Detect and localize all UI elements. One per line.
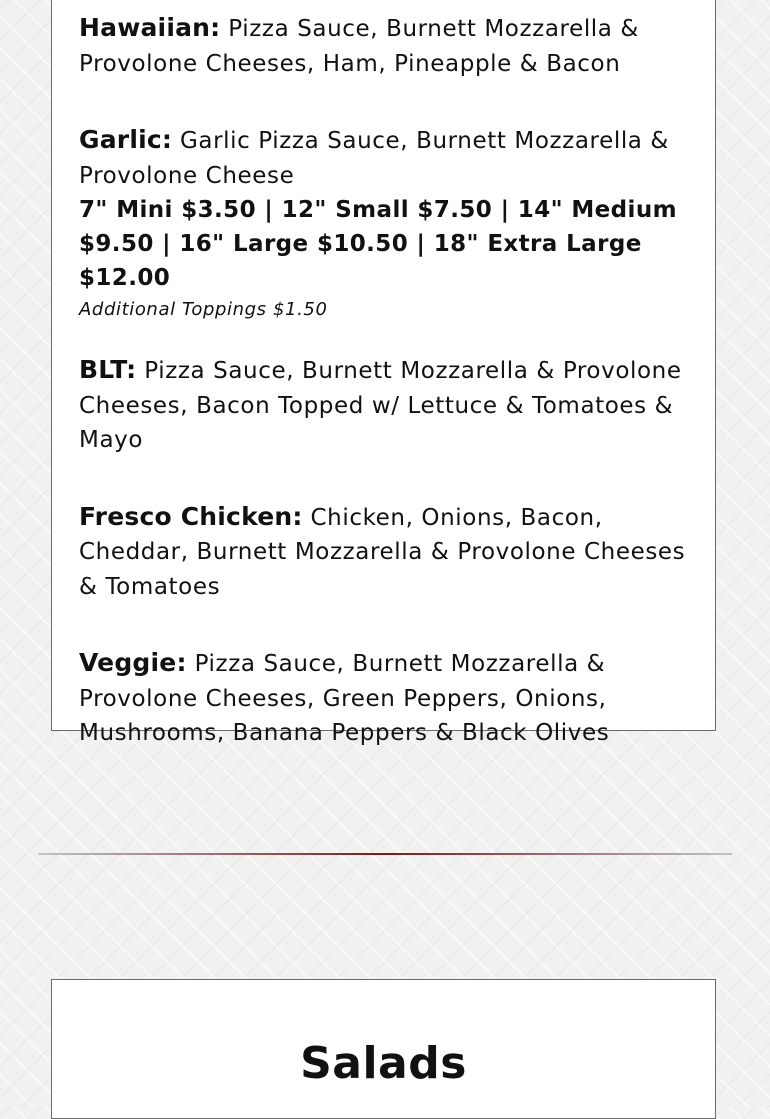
menu-item-description: Pizza Sauce, Burnett Mozzarella & Provolone Cheeses, Green Peppers, Onions, Mushrooms, Banana Peppers & Black Olives: [79, 651, 610, 746]
menu-item-description: Garlic Pizza Sauce, Burnett Mozzarella & Provolone Cheese: [79, 128, 669, 189]
menu-item-name: Veggie:: [79, 648, 187, 677]
menu-item-blt: [79, 353, 687, 458]
menu-item-description: Pizza Sauce, Burnett Mozzarella & Provolone Cheeses, Ham, Pineapple & Bacon: [79, 16, 639, 77]
menu-item-name: Garlic:: [79, 125, 173, 154]
additional-toppings-price: Additional Toppings $1.50: [79, 299, 328, 320]
section-divider: [38, 853, 732, 855]
menu-item-description: Pizza Sauce, Burnett Mozzarella & Provolone Cheeses, Bacon Topped w/ Lettuce & Tomatoes & Mayo: [79, 358, 682, 453]
menu-item-veggie: [79, 646, 687, 751]
menu-item-name: Fresco Chicken:: [79, 501, 303, 531]
price-block: [79, 193, 687, 325]
pizza-menu-card: [51, 0, 716, 746]
menu-item-fresco-chicken: [79, 500, 687, 605]
pizza-size-prices: 7" Mini $3.50 | 12" Small $7.50 | 14" Medium $9.50 | 16" Large $10.50 | 18" Extra Large $12.00: [79, 197, 677, 291]
menu-item-hawaiian: [79, 11, 687, 81]
salads-menu-card: [51, 979, 716, 1119]
menu-item-description: Chicken, Onions, Bacon, Cheddar, Burnett Mozzarella & Provolone Cheeses & Tomatoes: [79, 504, 686, 600]
menu-item-name: BLT:: [79, 355, 137, 384]
section-title-salads: Salads: [300, 1038, 467, 1089]
menu-item-name: Hawaiian:: [79, 13, 221, 42]
menu-item-garlic: [79, 123, 687, 325]
